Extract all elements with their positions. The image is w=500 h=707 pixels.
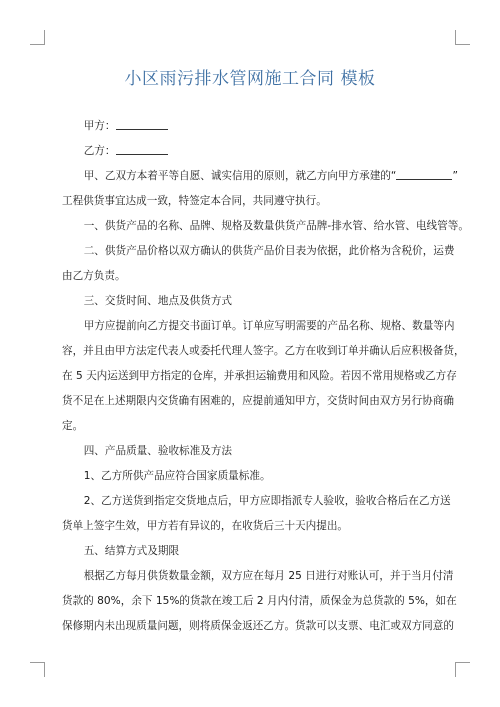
section-heading: 五、结算方式及期限: [83, 545, 180, 557]
crop-mark-top-right: [455, 30, 470, 45]
paragraph-line: 由乙方负责。: [62, 270, 126, 282]
party-b-line: [62, 139, 442, 164]
crop-mark-bottom-right: [455, 662, 470, 677]
party-a-blank: [116, 119, 168, 130]
paragraph-line: 定。: [62, 420, 84, 432]
paragraph-line: 货单上签字生效，甲方若有异议的，在收货后三十天内提出。: [62, 520, 349, 532]
paragraph-line: 货不足在上述期限内交货确有困难的，应提前通知甲方，交货时间由双方另行协商确: [62, 395, 454, 407]
party-a-label: 甲方：: [83, 120, 116, 132]
section-heading: 三、交货时间、地点及供货方式: [83, 295, 233, 307]
paragraph-line: 根据乙方每月供货数量金额，双方应在每月 25 日进行对账认可，并于当月付清: [83, 570, 454, 582]
paragraph-line: 货款的 80%，余下 15%的货款在竣工后 2 月内付清，质保金为总货款的 5%，如在: [62, 595, 457, 607]
paragraph-line: 工程供货事宜达成一致，特签定本合同，共同遵守执行。: [62, 195, 327, 207]
document-title: 小区雨污排水管网施工合同 模板: [124, 69, 376, 89]
paragraph-line: 一、供货产品的名称、品牌、规格及数量供货产品牌-排水管、给水管、电线管等。: [83, 220, 469, 232]
paragraph-text: ”: [452, 170, 458, 182]
paragraph-line: 2、乙方送货到指定交货地点后，甲方应即指派专人验收，验收合格后在乙方送: [83, 495, 451, 507]
paragraph-line: 甲方应提前向乙方提交书面订单。订单应写明需要的产品名称、规格、数量等内: [83, 320, 455, 332]
document-body: [62, 114, 469, 639]
crop-mark-top-left: [30, 30, 45, 45]
paragraph-line: [62, 164, 458, 189]
party-b-blank: [116, 144, 168, 155]
party-b-label: 乙方：: [83, 145, 116, 157]
paragraph-line: 在 5 天内运送到甲方指定的仓库，并承担运输费用和风险。若因不常用规格或乙方存: [62, 370, 457, 382]
paragraph-line: 容，并且由甲方法定代表人或委托代理人签字。乙方在收到订单并确认后应积极备货，: [62, 345, 465, 357]
section-heading: 四、产品质量、验收标准及方法: [83, 445, 233, 457]
crop-mark-bottom-left: [30, 662, 45, 677]
paragraph-line: 二、供货产品价格以双方确认的供货产品价目表为依据，此价格为含税价，运费: [83, 245, 455, 257]
party-a-line: [62, 114, 442, 139]
paragraph-line: 保修期内未出现质量问题，则将质保金返还乙方。货款可以支票、电汇或双方同意的: [62, 620, 454, 632]
project-name-blank: [396, 169, 452, 180]
paragraph-text: 甲、乙双方本着平等自愿、诚实信用的原则，就乙方向甲方承建的“: [83, 170, 397, 182]
paragraph-line: 1、乙方所供产品应符合国家质量标准。: [83, 470, 271, 482]
